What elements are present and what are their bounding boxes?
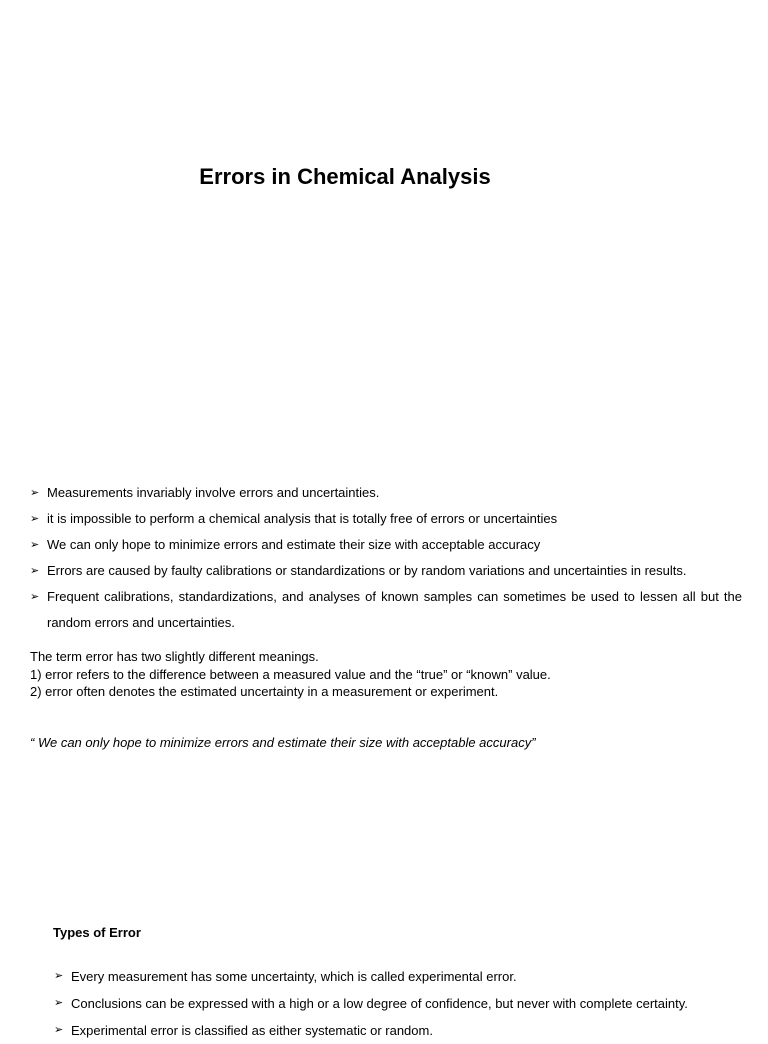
meaning-item: 1) error refers to the difference between a measured value and the “true” or “known” value.	[30, 666, 551, 682]
arrow-bullet-icon: ➢	[30, 539, 40, 551]
list-item	[54, 963, 744, 990]
meaning-item: 2) error often denotes the estimated uncertainty in a measurement or experiment.	[30, 684, 499, 699]
list-item-text: We can only hope to minimize errors and estimate their size with acceptable accuracy	[47, 537, 541, 552]
list-item-text: Experimental error is classified as either systematic or random.	[71, 1023, 433, 1038]
list-item-text: it is impossible to perform a chemical analysis that is totally free of errors or uncertainties	[47, 511, 558, 526]
meanings-intro: The term error has two slightly different meanings.	[30, 649, 319, 664]
list-item	[30, 480, 742, 506]
italic-quote: “ We can only hope to minimize errors and estimate their size with acceptable accuracy”	[30, 735, 536, 750]
list-item-text: Frequent calibrations, standardizations, and analyses of known samples can sometimes be used to lessen all but the random errors and uncertainties.	[47, 589, 742, 630]
arrow-bullet-icon: ➢	[30, 513, 40, 525]
error-meanings-paragraph	[30, 648, 551, 701]
list-item	[30, 532, 742, 558]
list-item-text: Conclusions can be expressed with a high or a low degree of confidence, but never with complete certainty.	[71, 996, 688, 1011]
arrow-bullet-icon: ➢	[54, 1024, 64, 1036]
arrow-bullet-icon: ➢	[30, 591, 40, 603]
arrow-bullet-icon: ➢	[30, 487, 40, 499]
arrow-bullet-icon: ➢	[54, 970, 64, 982]
list-item	[30, 506, 742, 532]
intro-bullet-list	[30, 480, 742, 636]
list-item	[54, 1017, 744, 1044]
list-item-text: Measurements invariably involve errors and uncertainties.	[47, 485, 380, 500]
page-title: Errors in Chemical Analysis	[199, 164, 491, 189]
section-heading-types-of-error: Types of Error	[53, 925, 141, 940]
list-item	[54, 990, 744, 1017]
list-item	[30, 558, 742, 584]
list-item-text: Every measurement has some uncertainty, which is called experimental error.	[71, 969, 517, 984]
arrow-bullet-icon: ➢	[30, 565, 40, 577]
list-item	[30, 584, 742, 636]
types-bullet-list	[54, 963, 744, 1044]
arrow-bullet-icon: ➢	[54, 997, 64, 1009]
list-item-text: Errors are caused by faulty calibrations or standardizations or by random variations and uncertainties in results.	[47, 563, 687, 578]
